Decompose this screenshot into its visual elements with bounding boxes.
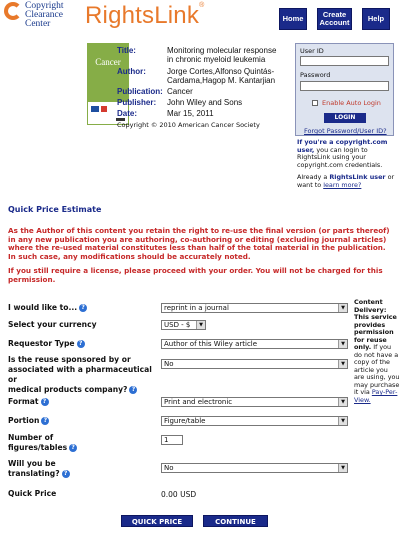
author-label: Author: <box>117 67 146 76</box>
pay-per-view-link[interactable]: Pay-Per-View. <box>354 388 398 404</box>
help-icon[interactable]: ? <box>77 340 85 348</box>
help-icon[interactable]: ? <box>41 417 49 425</box>
title-label: Title: <box>117 46 136 55</box>
sponsored-label: Is the reuse sponsored by or associated with a pharmaceutical or medical products company? ? <box>8 355 152 394</box>
auto-login-checkbox[interactable] <box>312 100 318 106</box>
copyright-notice: Copyright © 2010 American Cancer Society <box>117 121 260 129</box>
auto-login-label: Enable Auto Login <box>322 99 381 107</box>
format-label: Format ? <box>8 397 138 407</box>
user-id-label: User ID <box>300 47 324 55</box>
chevron-down-icon: ▼ <box>338 417 347 425</box>
chevron-down-icon: ▼ <box>338 360 347 368</box>
date-value: Mar 15, 2011 <box>167 109 214 118</box>
help-icon[interactable]: ? <box>62 470 70 478</box>
section-title: Quick Price Estimate <box>8 205 102 214</box>
quick-price-button[interactable]: QUICK PRICE <box>121 515 193 527</box>
license-notice: If you still require a license, please proceed with your order. You will not be charged for this permission. <box>8 266 383 284</box>
ccc-logo-line: Clearance <box>25 10 63 20</box>
portion-select[interactable]: Figure/table ▼ <box>161 416 348 426</box>
title-value: Monitoring molecular response in chronic myeloid leukemia <box>167 46 277 64</box>
help-icon[interactable]: ? <box>129 386 137 394</box>
content-delivery-note: Content Delivery: This service provides permission for reuse only. If you do not have a copy of the article you are using, you may purchase it via Pay-Per-View. <box>354 298 400 404</box>
sponsored-select[interactable]: No ▼ <box>161 359 348 369</box>
chevron-down-icon: ▼ <box>338 340 347 348</box>
date-label: Date: <box>117 109 138 118</box>
login-button[interactable]: LOGIN <box>324 113 366 123</box>
i-would-like-label: I would like to... ? <box>8 303 138 313</box>
ccc-logo-line: Center <box>25 19 51 29</box>
chevron-down-icon: ▼ <box>338 304 347 312</box>
publisher-value: John Wiley and Sons <box>167 98 243 107</box>
ccc-logo-line: Copyright <box>25 1 64 11</box>
help-icon[interactable]: ? <box>41 398 49 406</box>
help-icon[interactable]: ? <box>79 304 87 312</box>
login-help-text: If you're a copyright.com user, you can login to RightsLink using your copyright.com credentials. Already a RightsLink user or want to learn more? <box>297 138 395 189</box>
ccc-logo-icon <box>4 2 22 24</box>
portion-label: Portion ? <box>8 416 138 426</box>
rightslink-logo: RightsLink® <box>85 2 205 29</box>
learn-more-link[interactable]: learn more? <box>323 180 362 189</box>
publisher-label: Publisher: <box>117 98 157 107</box>
continue-button[interactable]: CONTINUE <box>203 515 268 527</box>
chevron-down-icon: ▼ <box>196 321 205 329</box>
home-button[interactable]: Home <box>279 8 307 30</box>
currency-label: Select your currency <box>8 320 97 329</box>
help-icon[interactable]: ? <box>69 444 77 452</box>
translating-select[interactable]: No ▼ <box>161 463 348 473</box>
quick-price-label: Quick Price <box>8 489 57 498</box>
registered-mark: ® <box>199 2 205 9</box>
chevron-down-icon: ▼ <box>338 398 347 406</box>
user-id-input[interactable] <box>300 56 389 66</box>
help-button[interactable]: Help <box>362 8 390 30</box>
author-value: Jorge Cortes,Alfonso Quintás- Cardama,Hagop M. Kantarjian <box>167 67 276 85</box>
format-select[interactable]: Print and electronic ▼ <box>161 397 348 407</box>
translating-label: Will you be translating? ? <box>8 459 138 479</box>
i-would-like-select[interactable]: reprint in a journal ▼ <box>161 303 348 313</box>
password-label: Password <box>300 71 331 79</box>
cover-journal-name: Cancer <box>95 57 121 67</box>
publication-value: Cancer <box>167 87 193 96</box>
create-account-button[interactable]: Create Account <box>317 8 352 30</box>
quick-price-value: 0.00 USD <box>161 490 197 499</box>
publication-label: Publication: <box>117 87 163 96</box>
requestor-label: Requestor Type ? <box>8 339 138 349</box>
author-rights-notice: As the Author of this content you retain the right to re-use the final version (or parts thereof) in any new publication you are authoring, co-authoring or editing (excluding journal articles) where the re-used material constitutes less than half of the total material in the publication. In such case, any modifications should be accurately noted. <box>8 226 390 261</box>
figures-count-input[interactable]: 1 <box>161 435 183 445</box>
forgot-password-link[interactable]: Forgot Password/User ID? <box>304 127 387 135</box>
login-panel <box>295 43 394 136</box>
currency-select[interactable]: USD - $ ▼ <box>161 320 206 330</box>
requestor-select[interactable]: Author of this Wiley article ▼ <box>161 339 348 349</box>
ccc-logo <box>4 2 64 29</box>
figures-label: Number of figures/tables ? <box>8 433 138 453</box>
password-input[interactable] <box>300 81 389 91</box>
chevron-down-icon: ▼ <box>338 464 347 472</box>
